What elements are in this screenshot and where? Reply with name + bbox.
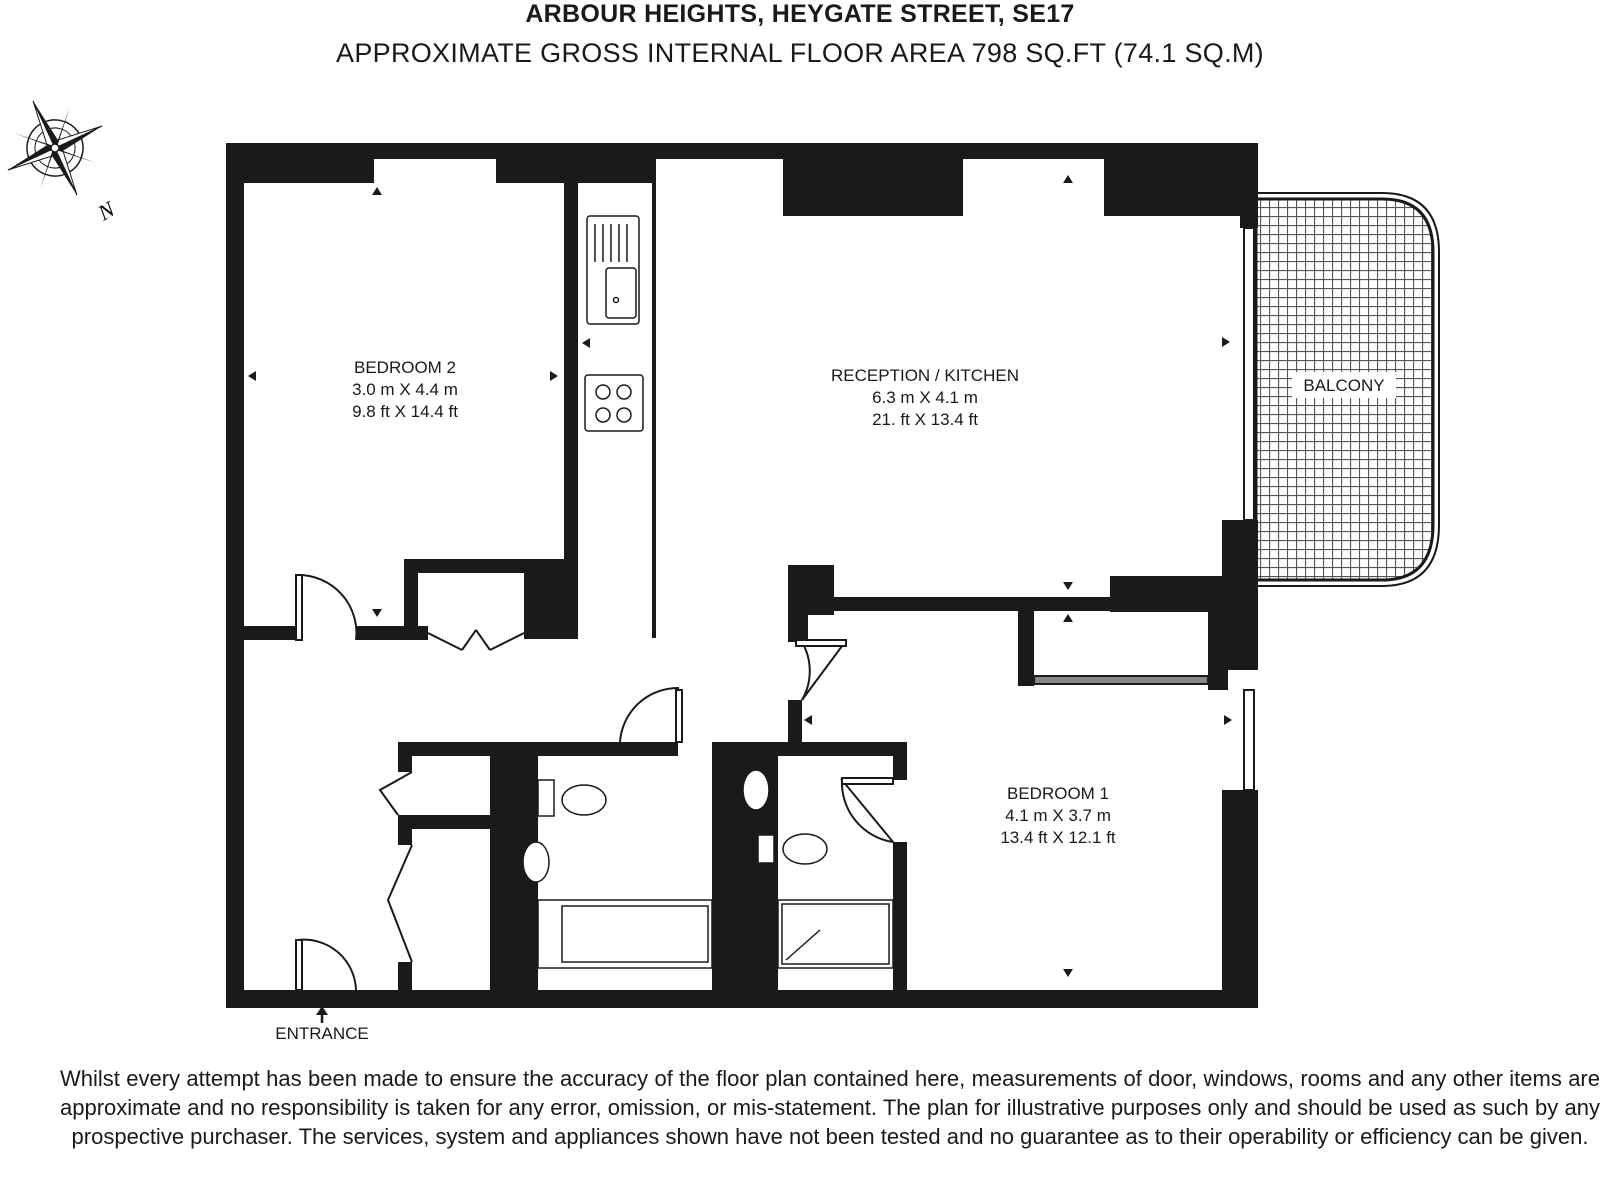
plan-title: ARBOUR HEIGHTS, HEYGATE STREET, SE17 <box>525 0 1075 28</box>
compass-north-label: N <box>93 196 119 226</box>
disclaimer-text: Whilst every attempt has been made to ensure the accuracy of the floor plan contained here, measurements of door, windows, rooms and any other items are approximate and no responsibility is taken for any error, omission, or mis-statement. The plan for illustrative purposes only and should be used as such by any prospective purchaser. The services, system and appliances shown have not been tested and no guarantee as to their operability or efficiency can be given. <box>60 1066 1600 1149</box>
entrance-marker <box>275 1006 369 1043</box>
entrance-label: ENTRANCE <box>275 1024 369 1043</box>
bedroom-1-imperial: 13.4 ft X 12.1 ft <box>1000 828 1116 847</box>
kitchen-fittings <box>585 216 643 431</box>
floor-area-subtitle: APPROXIMATE GROSS INTERNAL FLOOR AREA 798 SQ.FT (74.1 SQ.M) <box>336 38 1264 68</box>
room-reception-kitchen <box>831 366 1019 429</box>
room-bedroom-2 <box>352 358 458 421</box>
reception-metric: 6.3 m X 4.1 m <box>872 388 978 407</box>
room-bedroom-1 <box>1000 784 1116 847</box>
bathroom-fittings <box>523 770 893 968</box>
windows <box>374 147 1254 790</box>
bedroom-1-name: BEDROOM 1 <box>1006 784 1110 803</box>
walls <box>226 143 1258 1008</box>
bedroom-1-metric: 4.1 m X 3.7 m <box>1005 806 1111 825</box>
reception-imperial: 21. ft X 13.4 ft <box>872 410 978 429</box>
balcony-label: BALCONY <box>1303 376 1385 395</box>
bedroom-2-imperial: 9.8 ft X 14.4 ft <box>352 402 458 421</box>
balcony <box>1256 193 1439 586</box>
reception-name: RECEPTION / KITCHEN <box>831 366 1019 385</box>
bedroom-2-metric: 3.0 m X 4.4 m <box>352 380 458 399</box>
bedroom-2-name: BEDROOM 2 <box>353 358 457 377</box>
